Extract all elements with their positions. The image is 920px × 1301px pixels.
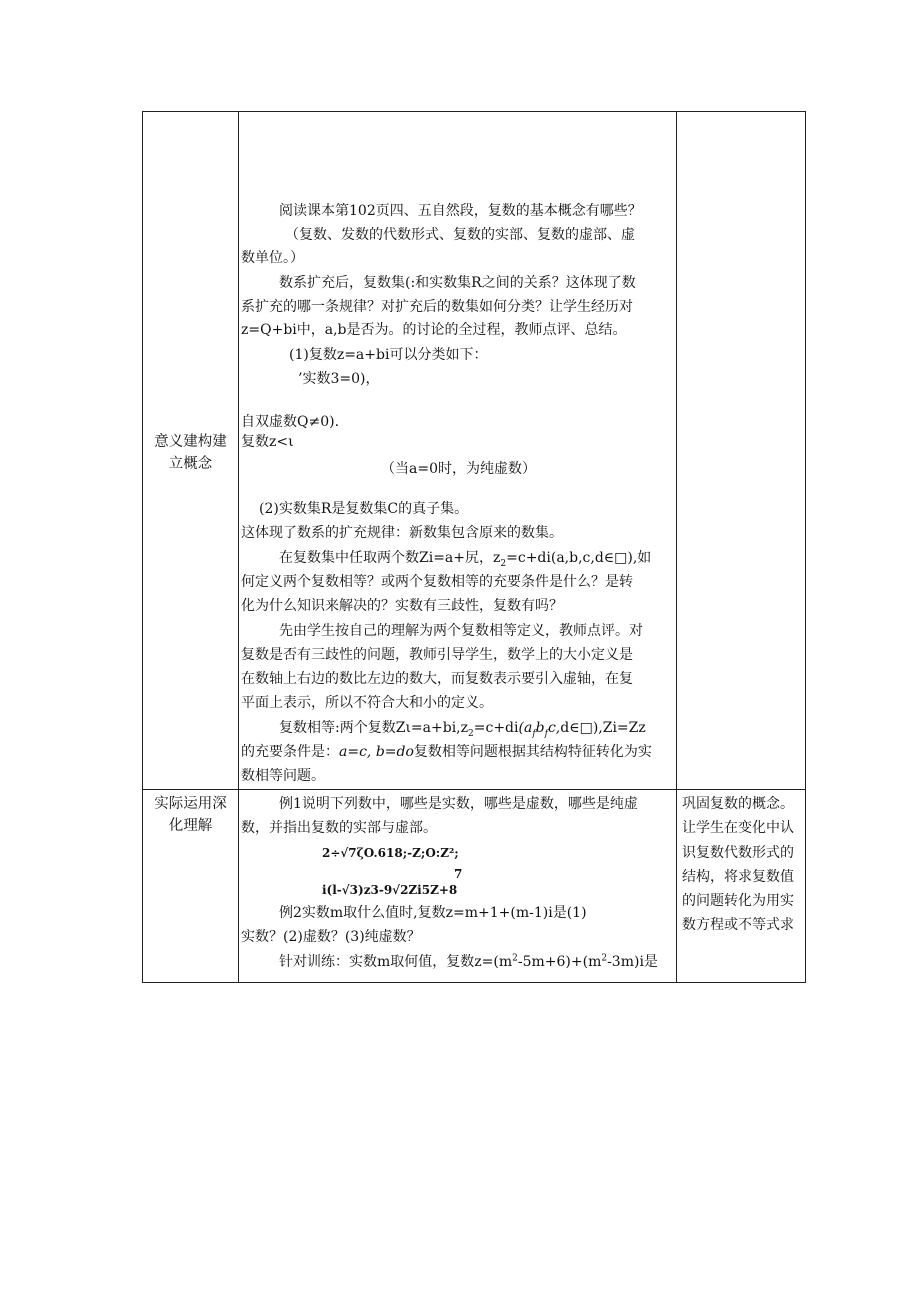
column-divider-2	[676, 112, 677, 982]
text-run: a=c, b=do	[339, 744, 414, 760]
paragraph-line: 数，并指出复数的实部与虚部。	[241, 820, 437, 836]
text-run: 在复数集中任取两个数Zi=a+尻，z	[279, 550, 501, 566]
text-run: 的充要条件是：	[241, 744, 339, 760]
text-run: 针对训练：实数m取何值，复数z=(m	[279, 954, 513, 970]
paragraph-line: 例2实数m取什么值时,复数z=m+1+(m-1)i是(1)	[279, 905, 587, 921]
paragraph-line: 系扩充的哪一条规律？对扩充后的数集如何分类？让学生经历对	[241, 299, 633, 315]
text-run: d∈□),Zi=Zz	[560, 720, 646, 736]
note-line: 数方程或不等式求	[682, 917, 794, 933]
paragraph-line	[279, 952, 658, 972]
paragraph-line: 复数z<ι	[241, 434, 294, 450]
paragraph-line: 平面上表示，所以不符合大和小的定义。	[241, 695, 493, 711]
text-run: b	[535, 720, 545, 736]
text-run: c,	[547, 720, 561, 736]
note-line: 巩固复数的概念。	[682, 796, 794, 812]
math-expression: i(l-√3)z3-9√2Zi5Z+8	[322, 883, 458, 897]
column-divider-1	[238, 112, 239, 982]
row-label-line: 化理解	[168, 818, 213, 834]
text-run: -5m+6)+(m	[517, 954, 602, 970]
note-line: 结构，将求复数值	[682, 869, 794, 885]
paragraph-line: 例1说明下列数中，哪些是实数，哪些是虚数，哪些是纯虚	[279, 796, 638, 812]
row-divider	[143, 789, 805, 790]
paragraph-line: 数系扩充后，复数集(:和实数集R之间的关系？这体现了数	[279, 275, 636, 291]
paragraph-line: 在数轴上右边的数比左边的数大，而复数表示要引入虚轴，在复	[241, 671, 633, 687]
superscript: 2	[512, 953, 518, 964]
row-label-concept	[143, 431, 238, 475]
subscript: 2	[468, 728, 474, 739]
math-expression: 2÷√7ζO.618;-Z;O:Z²;	[322, 846, 459, 860]
paragraph-line: 这体现了数系的扩充规律：新数集包含原来的数集。	[241, 525, 563, 541]
paragraph-line: 先由学生按自己的理解为两个复数相等定义，教师点评。对	[279, 623, 643, 639]
subscript: 2	[500, 558, 507, 569]
row-label-line: 意义建构建	[154, 434, 227, 450]
paragraph-line: (1)复数z=a+bi可以分类如下：	[289, 347, 488, 363]
paragraph-line: （复数、发数的代数形式、复数的实部、复数的虚部、虚	[285, 227, 635, 243]
paragraph-line: z=Q+bi中，a,b是否为。的讨论的全过程，教师点评、总结。	[241, 322, 627, 338]
note-line: 识复数代数形式的	[682, 845, 794, 861]
paragraph-line: 阅读课本第102页四、五自然段，复数的基本概念有哪些？	[279, 203, 642, 219]
paragraph-line: 自双虚数Q≠0).	[241, 414, 340, 430]
text-run: 复数相等:两个复数Zι=a+bi,z	[279, 720, 469, 736]
superscript: 2	[601, 953, 608, 964]
math-expression: 7	[454, 867, 463, 881]
text-run: =c+di(a,b,c,d∈□),如	[506, 550, 652, 566]
row-label-line: 实际运用深	[154, 796, 227, 812]
paragraph-line: ’实数3=0)，	[298, 371, 380, 387]
paragraph-line: 复数是否有三歧性的问题，教师引导学生，数学上的大小定义是	[241, 647, 633, 663]
paragraph-line: 化为什么知识来解决的？实数有三歧性，复数有吗？	[241, 598, 563, 614]
paragraph-line: 实数？(2)虚数？(3)纯虚数？	[241, 929, 421, 945]
paragraph-line	[241, 742, 652, 762]
paragraph-line: 何定义两个复数相等？或两个复数相等的充要条件是什么？是转	[241, 574, 633, 590]
text-run: 复数相等问题根据其结构特征转化为实	[413, 744, 652, 760]
row-label-application	[143, 793, 238, 837]
text-run: =c+di	[473, 720, 519, 736]
row-label-line: 立概念	[168, 456, 213, 472]
text-run: -3m)i是	[607, 954, 658, 970]
paragraph-line: （当a=0时，为纯虚数）	[381, 461, 536, 477]
text-run: (a	[518, 720, 533, 736]
note-line: 让学生在变化中认	[682, 820, 794, 836]
paragraph-line: 数单位。）	[241, 250, 304, 266]
lesson-table	[142, 111, 806, 983]
paragraph-line: (2)实数集R是复数集C的真子集。	[259, 501, 469, 517]
note-line: 的问题转化为用实	[682, 893, 794, 909]
paragraph-line	[279, 548, 651, 568]
paragraph-line: 数相等问题。	[241, 768, 325, 784]
paragraph-line: 复数相等:两个复数$Z\iota=a+bi,z_2=c+di(a_fb_fc,d\in□),Zi=Zz$	[279, 720, 646, 739]
